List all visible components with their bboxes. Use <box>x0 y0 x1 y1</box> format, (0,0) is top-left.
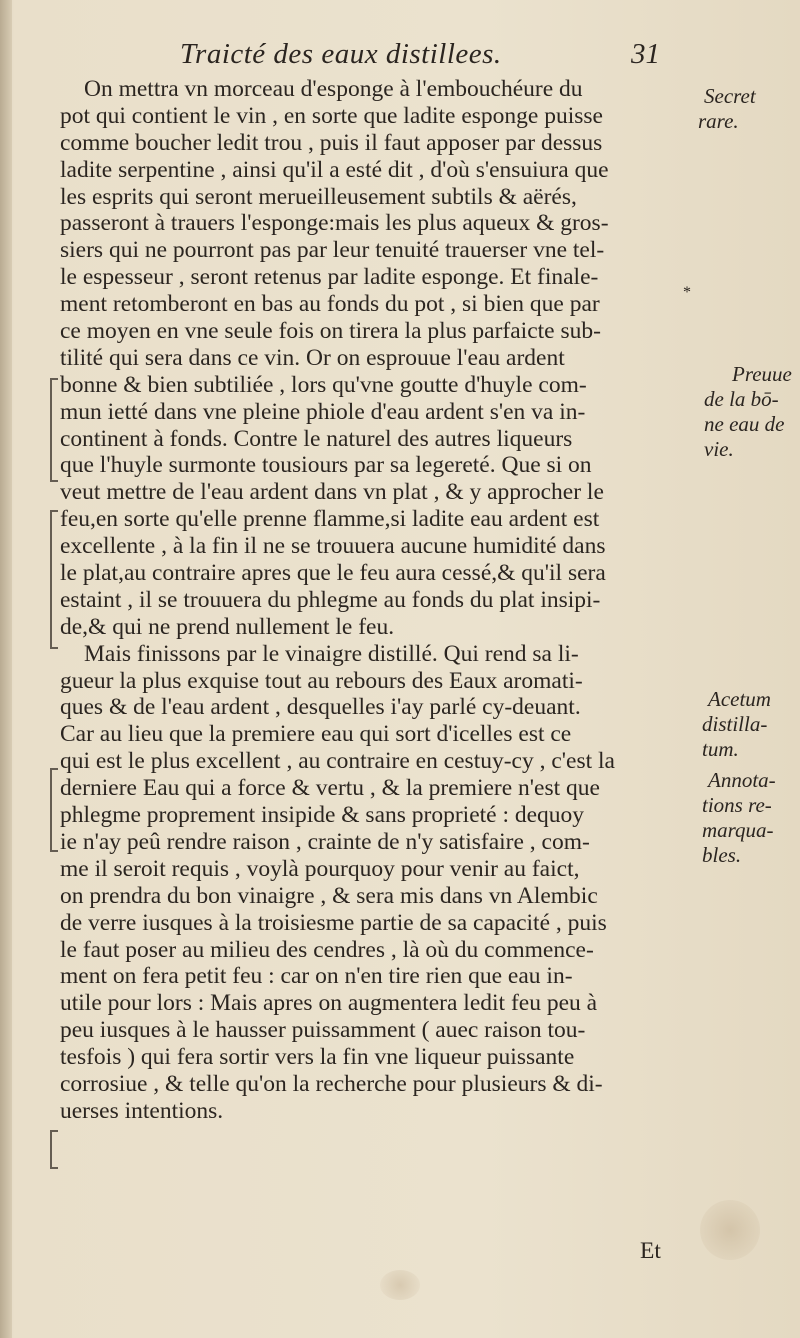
text-line: bonne & bien subtiliée , lors qu'vne goutte d'huyle com- <box>60 371 587 398</box>
margin-note-annotations <box>702 768 776 868</box>
manuscript-bracket <box>50 768 58 852</box>
text-line: corrosiue , & telle qu'on la recherche pour plusieurs & di- <box>60 1070 603 1097</box>
note-line: bles. <box>702 843 742 867</box>
note-line: de la bō- <box>704 387 779 411</box>
note-line: ne eau de <box>704 412 785 436</box>
note-line: Annota- <box>708 768 776 792</box>
text-line: utile pour lors : Mais apres on augmentera ledit feu peu à <box>60 990 598 1017</box>
text-line: le plat,au contraire apres que le feu aura cessé,& qu'il sera <box>60 560 606 587</box>
text-line: ques & de l'eau ardent , desquelles i'ay parlé cy-deuant. <box>60 694 581 721</box>
binding-gutter <box>0 0 12 1338</box>
text-line: mun ietté dans vne pleine phiole d'eau ardent s'en va in- <box>60 398 586 425</box>
note-line: rare. <box>698 109 739 133</box>
margin-asterisk: * <box>683 284 691 301</box>
text-line: Car au lieu que la premiere eau qui sort d'icelles est ce <box>60 721 572 748</box>
page-number: 31 <box>631 38 660 70</box>
running-title: Traicté des eaux distillees. <box>180 38 502 70</box>
text-line: On mettra vn morceau d'esponge à l'embouchéure du <box>84 76 583 102</box>
text-line: phlegme proprement insipide & sans proprieté : dequoy <box>60 802 585 829</box>
text-line: gueur la plus exquise tout au rebours des Eaux aromati- <box>60 667 583 694</box>
note-line: vie. <box>704 437 734 461</box>
text-line: ce moyen en vne seule fois on tirera la plus parfaicte sub- <box>60 318 601 345</box>
note-line: marqua- <box>702 818 774 842</box>
text-line: continent à fonds. Contre le naturel des autres liqueurs <box>60 425 573 452</box>
catchword: Et <box>640 1238 661 1264</box>
text-line: comme boucher ledit trou , puis il faut apposer par dessus <box>60 129 603 156</box>
text-line: uerses intentions. <box>60 1097 224 1124</box>
text-line: on prendra du bon vinaigre , & sera mis dans vn Alembic <box>60 882 598 909</box>
text-line: ladite serpentine , ainsi qu'il a esté dit , d'où s'ensuiura que <box>60 156 609 183</box>
text-line: le espesseur , seront retenus par ladite esponge. Et finale- <box>60 264 599 291</box>
text-line: qui est le plus excellent , au contraire en cestuy-cy , c'est la <box>60 748 615 775</box>
paper-stain <box>380 1270 420 1300</box>
text-line: siers qui ne pourront pas par leur tenuité trauerser vne tel- <box>60 237 605 264</box>
text-line: ie n'ay peû rendre raison , crainte de n'y satisfaire , com- <box>60 828 590 855</box>
text-line: Mais finissons par le vinaigre distillé. Qui rend sa li- <box>84 640 579 667</box>
text-line: ment retomberont en bas au fonds du pot , si bien que par <box>60 291 600 318</box>
body-text <box>60 76 680 1125</box>
note-line: distilla- <box>702 712 768 736</box>
text-line: de verre iusques à la troisiesme partie de sa capacité , puis <box>60 909 607 936</box>
text-line: excellente , à la fin il ne se trouuera aucune humidité dans <box>60 533 606 560</box>
note-line: Preuue <box>732 362 792 386</box>
manuscript-bracket <box>50 510 58 649</box>
text-line: peu iusques à le hausser puissamment ( auec raison tou- <box>60 1017 586 1044</box>
text-line: ment on fera petit feu : car on n'en tire rien que eau in- <box>60 963 573 990</box>
note-line: Secret <box>704 84 756 108</box>
text-line: estaint , il se trouuera du phlegme au fonds du plat insipi- <box>60 586 601 613</box>
text-line: pot qui contient le vin , en sorte que ladite esponge puisse <box>60 102 603 129</box>
text-line: tilité qui sera dans ce vin. Or on esprouue l'eau ardent <box>60 344 565 371</box>
manuscript-bracket <box>50 1130 58 1169</box>
margin-note-preuve <box>704 362 792 462</box>
page-header <box>180 38 680 78</box>
paper-stain <box>700 1200 760 1260</box>
text-line: derniere Eau qui a force & vertu , & la premiere n'est que <box>60 775 600 802</box>
text-line: me il seroit requis , voylà pourquoy pour venir au faict, <box>60 855 580 882</box>
margin-note-acetum <box>702 687 771 762</box>
text-line: les esprits qui seront merueilleusement subtils & aërés, <box>60 183 577 210</box>
text-line: feu,en sorte qu'elle prenne flamme,si ladite eau ardent est <box>60 506 600 533</box>
text-line: passeront à trauers l'esponge:mais les plus aqueux & gros- <box>60 210 609 237</box>
text-line: de,& qui ne prend nullement le feu. <box>60 613 395 640</box>
text-line: tesfois ) qui fera sortir vers la fin vne liqueur puissante <box>60 1044 575 1071</box>
text-line: veut mettre de l'eau ardent dans vn plat , & y approcher le <box>60 479 604 506</box>
manuscript-bracket <box>50 378 58 482</box>
note-line: tum. <box>702 737 739 761</box>
text-line: le faut poser au milieu des cendres , là où du commence- <box>60 936 594 963</box>
note-line: tions re- <box>702 793 772 817</box>
note-line: Acetum <box>708 687 771 711</box>
margin-note-secret <box>698 84 756 134</box>
text-line: que l'huyle surmonte tousiours par sa legereté. Que si on <box>60 452 592 479</box>
